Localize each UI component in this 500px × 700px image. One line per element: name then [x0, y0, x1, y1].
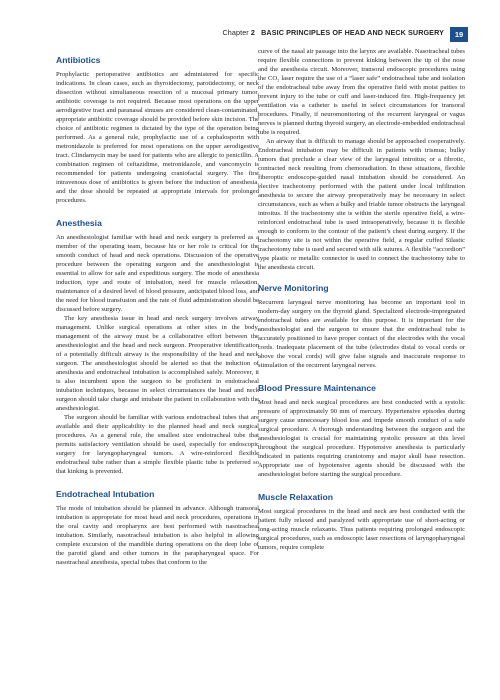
section-muscle-relaxation: [258, 492, 465, 552]
section-antibiotics: [56, 55, 259, 205]
section-heading: Muscle Relaxation: [258, 492, 333, 502]
paragraph: An anesthesiologist familiar with head and neck surgery is preferred as a member of the operating team, because his or her role is critical for the smooth conduct of head and neck operations. Discussion of the operative procedure between the operating surgeon and the anesthesiologist is essential to allow for safe and expeditious surgery. The mode of anesthesia induction, type and route of intubation, need for muscle relaxation, maintenance of a desired level of blood pressure, anticipated blood loss, and the need for blood transfusion and the rate of fluid administration should be discussed before surgery.: [56, 234, 259, 313]
paragraph: Most head and neck surgical procedures are best conducted with a systolic pressure of approximately 90 mm of mercury. Hypertensive episodes during surgery cause unnecessary blood loss and impede smooth conduct of a safe surgical procedure. A thorough understanding between the surgeon and the anesthesiologist is crucial for maintaining systolic pressure at this level throughout the surgical procedure. Hypotensive anesthesia is particularly indicated in patients requiring craniotomy and major skull base resection. Appropriate use of hypotensive agents should be discussed with the anesthesiologist before starting the surgical procedure.: [258, 399, 465, 478]
paragraph: The key anesthesia issue in head and neck surgery involves airway management. Unlike surgical operations at other sites in the body, management of the airway must be a collaborative effort between the anesthesiologist and the head and neck surgeon. Preoperative identification of a potentially difficult airway is the responsibility of the head and neck surgeon. The anesthesiologist should be alerted so that the induction of anesthesia and endotracheal intubation is accomplished safely. Moreover, it is also incumbent upon the surgeon to be proficient in endotracheal intubation techniques, because in select circumstances the head and neck surgeon should take charge and intubate the patient in collaboration with the anesthesiologist.: [56, 315, 259, 412]
header-chapter-info: [223, 28, 444, 37]
section-heading: Blood Pressure Maintenance: [258, 383, 376, 393]
section-heading: Anesthesia: [56, 218, 102, 228]
section-anesthesia: [56, 218, 259, 476]
chapter-number: 2: [250, 28, 256, 37]
paragraph: The mode of intubation should be planned in advance. Although transoral intubation is appropriate for most head and neck procedures, operations in the oral cavity and oropharynx are best performed with nasotracheal intubation. Similarly, nasotracheal intubation is also helpful in allowing complete excursion of the mandible during operations on the deep lobe of the parotid gland and other tumors in the parapharyngeal space. For nasotracheal anesthesia, special tubes that conform to the: [56, 505, 259, 566]
chapter-title: BASIC PRINCIPLES OF HEAD AND NECK SURGERY: [261, 28, 444, 37]
section-heading: Nerve Monitoring: [258, 283, 329, 293]
section-blood-pressure: [258, 383, 465, 479]
running-header: [0, 27, 500, 43]
section-nerve-monitoring: [258, 283, 465, 370]
chapter-label: Chapter: [222, 28, 249, 37]
left-column: [56, 47, 259, 580]
section-intubation-continued: [258, 47, 465, 272]
paragraph: curve of the nasal air passage into the larynx are available. Nasotracheal tubes require flexible connections to prevent kinking between the tip of the nose and the anesthesia circuit. Moreover, transoral endoscopic procedures using the CO₂ laser require the use of a “laser safe” endotracheal tube and isolation of the endotracheal tube away from the operative field with moist patties to prevent injury to the tube or cuff and laser-induced fire. High-frequency jet ventilation via a catheter is useful in select circumstances for transoral procedures. Finally, if neuromonitoring of the recurrent laryngeal or vagus nerves is planned during thyroid surgery, an electrode-embedded endotracheal tube is required.: [258, 48, 465, 136]
section-heading: Antibiotics: [56, 55, 101, 65]
paragraph: Prophylactic perioperative antibiotics are administered for specific indications. In clean cases, such as thyroidectomy, parotidectomy, or neck dissection without simultaneous resection of a mucosal primary tumor, antibiotic coverage is not required. Because most operations on the upper aerodigestive tract and paranasal sinuses are considered clean-contaminated, appropriate antibiotic coverage should be provided before skin incision. The choice of antibiotic regimen is dictated by the type of the operation being performed. As a general rule, prophylactic use of a cephalosporin with metronidazole is preferred for most operations on the upper aerodigestive tract. Clindamycin may be used for patients who are allergic to penicillin. A combination regimen of ceftazidime, metronidazole, and vancomycin is recommended for patients undergoing craniofacial surgery. The first intravenous dose of antibiotics is given before the induction of anesthesia, and the dose should be repeated at appropriate intervals for prolonged procedures.: [56, 71, 259, 204]
right-column: [258, 47, 465, 565]
paragraph: An airway that is difficult to manage should be approached cooperatively. Endotracheal intubation may be difficult in patients with trismus; bulky tumors that preclude a clear view of the laryngeal introitus; or a fibrotic, contracted neck resulting from chemoradiation. In these situations, flexible fiberoptic endoscope-guided nasal intubation should be considered. An elective tracheotomy performed with the patient under local infiltration anesthesia to secure the airway preoperatively may be necessary in select circumstances, such as when a bulky and friable tumor obstructs the laryngeal introitus. If the tracheotomy site is within the sterile operative field, a wire-reinforced endotracheal tube is used intraoperatively, because it is flexible enough to conform to the contour of the patient’s chest during surgery. If the tracheotomy site is not within the operative field, a regular cuffed Silastic tracheotomy tube is used and secured with silk sutures. A flexible “accordion” type plastic or metallic connector is used to connect the tracheotomy tube to the anesthesia circuit.: [258, 138, 465, 271]
paragraph: The surgeon should be familiar with various endotracheal tubes that are available and their applicability to the planned head and neck surgical procedures. As a general rule, the smallest size endotracheal tube that permits satisfactory ventilation should be used, especially for endoscopic surgery for laryngopharyngeal tumors. A wire-reinforced flexible endotracheal tube rather than a simple flexible plastic tube is preferred so that kinking is prevented.: [56, 414, 259, 475]
section-endotracheal-intubation: [56, 489, 259, 567]
paragraph: Most surgical procedures in the head and neck are best conducted with the patient fully relaxed and paralyzed with appropriate use of short-acting or long-acting muscle relaxants. Thus patients requiring prolonged endoscopic surgical procedures, such as endoscopic laser resections of laryngopharyngeal tumors, require complete: [258, 508, 465, 551]
page-number: 19: [450, 27, 468, 42]
paragraph: Recurrent laryngeal nerve monitoring has become an important tool in modern-day surgery on the thyroid gland. Specialized electrode-impregnated endotracheal tubes are available for this purpose. It is important for the anesthesiologist and the surgeon to ensure that the endotracheal tube is accurately positioned to have proper contact of the electrodes with the vocal cords. Inadequate placement of the tube (electrodes distal to vocal cords or above the vocal cords) will give false signals and inaccurate response to stimulation of the recurrent laryngeal nerves.: [258, 299, 465, 369]
section-heading: Endotracheal Intubation: [56, 489, 155, 499]
